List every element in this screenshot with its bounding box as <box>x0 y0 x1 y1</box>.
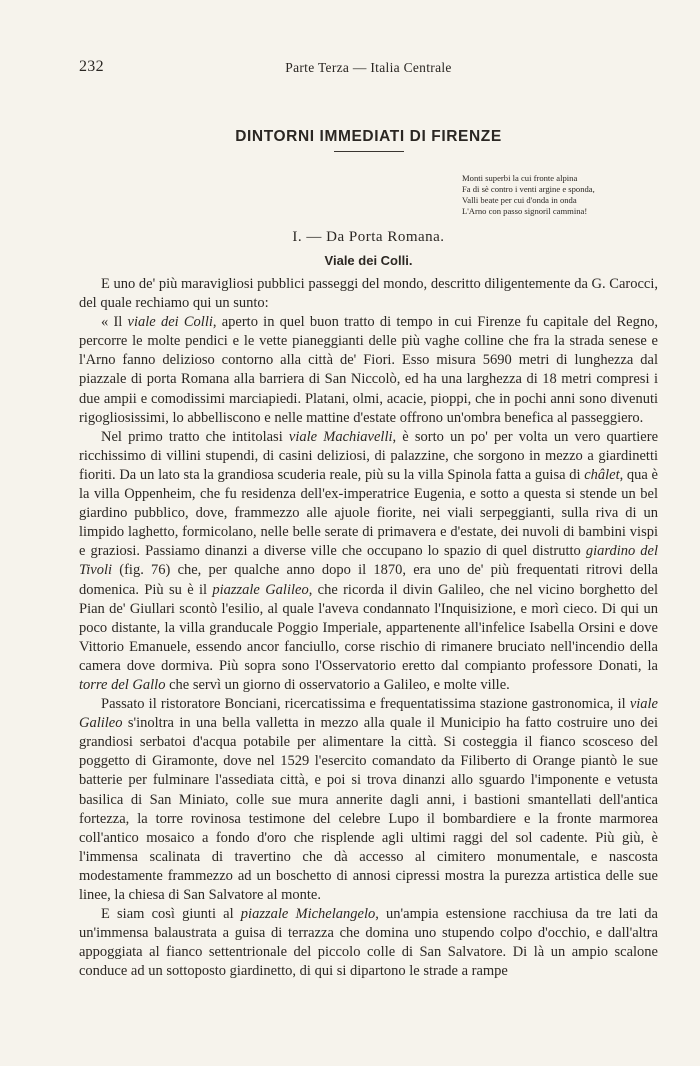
text-segment: Nel primo tratto che intitolasi <box>101 428 289 445</box>
text-segment: , un'ampia estensione racchiusa da tre lati da un'immensa balaustrata a guisa di terrazza che domina uno stupendo colpo d'occhio, e dall'altra appoggiata al fianco settentrionale del piccolo colle di San Salvatore. Di là un ampio scalone conduce ad un sottoposto giardinetto, di qui si dipartono le strade a rampe <box>79 906 658 980</box>
text-segment: E siam così giunti al <box>101 906 241 923</box>
italic-text: viale Machiavelli <box>288 428 393 445</box>
paragraph <box>79 905 658 981</box>
page-number: 232 <box>79 58 104 75</box>
paragraph <box>79 275 658 313</box>
epigraph-line: Fa di sè contro i venti argine e sponda, <box>462 184 595 194</box>
text-segment: , è sorto un po' per volta un vero quartiere ricchissimo di villini stupendi, di casini deliziosi, di palazzine, che sorgono in mezzo a giardinetti fioriti. Da un lato sta la grandiosa scuderia reale, più su la villa Spinola fatta a guisa di <box>79 428 659 483</box>
paragraph <box>79 695 658 905</box>
text-segment: (fig. 76) che, per qualche anno dopo il 1870, era uno de' più frequentati ritrovi della domenica. Più su è il <box>79 562 658 598</box>
text-segment: , che ricorda il divin Galileo, che nel vicino borghetto del Pian de' Giullari scontò l'esilio, al quale l'aveva condannato l'Inquisizione, e morì cieco. Di qui un poco distante, la villa granducale Poggio Imperiale, appartenente all'infelice Isabella Orsini e dove Vittorio Emanuele, essendo ancor fanciullo, corse rischio di rimanere bruciato nell'incendio della camera dove dormiva. Più sopra sono l'Osservatorio eretto dal compianto professore Donati, la <box>79 581 659 674</box>
chapter-title: DINTORNI IMMEDIATI DI FIRENZE <box>235 128 502 145</box>
text-segment: , qua è la villa Oppenheim, che fu residenza dell'ex-imperatrice Eugenia, e sotto a questa si stende un bel giardino pubblico, dove, frammezzo alle ajuole fiorite, nei viali serpeggianti, sulla riva di un limpido laghetto, formicolano, nelle belle serate di primavera e d'estate, dei nuvoli di bambini vispi e graziosi. Passiamo dinanzi a diverse ville che occupano lo spazio di quel distrutto <box>79 466 658 560</box>
body-text <box>79 275 658 981</box>
text-segment: Passato il ristoratore Bonciani, ricercatissima e frequentatissima stazione gastronomica, il <box>101 696 630 713</box>
title-divider <box>334 151 404 152</box>
italic-text: châlet <box>584 466 620 483</box>
text-segment: « Il <box>101 314 128 331</box>
running-title: Parte Terza — Italia Centrale <box>285 60 452 75</box>
italic-text: viale Galileo <box>79 696 658 732</box>
epigraph-line: L'Arno con passo signoril cammina! <box>462 206 588 216</box>
text-segment: che servì un giorno di osservatorio a Galileo, e molte ville. <box>165 676 510 693</box>
italic-text: giardino del Tivoli <box>79 543 658 579</box>
italic-text: piazzale Michelangelo <box>240 906 376 923</box>
italic-text: piazzale Galileo <box>212 581 309 598</box>
epigraph-line: Valli beate per cui d'onda in onda <box>462 195 577 205</box>
text-segment: s'inoltra in una bella valletta in mezzo alla quale il Municipio ha fatto costruire uno dei grandiosi serbatoi d'acqua potabile per alimentare la città. Si costeggia il fianco scosceso del poggetto di Giramonte, dove nel 1529 l'esercito comandato da Filiberto di Orange piantò le sue batterie per fulminare l'assediata città, e poi si trova dinanzi allo sguardo l'imponente e vetusta basilica di San Miniato, colle sue mura annerite dagli anni, i bastioni smantellati dell'antica fortezza, la torre rovinosa testimone del celebre Lupo il bombardiere e la fronte marmorea coll'antico mosaico a fondo d'oro che risplende agli ultimi raggi del sol cadente. Più giù, è l'immensa scalinata di travertino che dà accesso al cimitero monumentale, e nascosta modestamente frammezzo ad un boschetto di annosi cipressi mostra la purezza artistica delle sue linee, la chiesa di San Salvatore al monte. <box>79 715 658 903</box>
text-segment: , aperto in quel buon tratto di tempo in cui Firenze fu capitale del Regno, percorre le molte pendici e le vette pianeggianti delle più vaghe colline che fra la strada senese e l'Arno fanno delizioso contorno alla città de' Fiori. Esso misura 5690 metri di lunghezza dal piazzale di porta Romana alla barriera di San Niccolò, ed ha una larghezza di 18 metri compresi i due ampii e comodissimi marciapiedi. Platani, olmi, acacie, pioppi, che in pochi anni sono divenuti rigogliosissimi, lo abbelliscono e nelle mattine d'estate offrono un'ombra benefica al passeggiero. <box>79 314 658 426</box>
section-heading: I. — Da Porta Romana. <box>292 229 445 245</box>
italic-text: viale dei Colli <box>127 314 213 331</box>
paragraph <box>79 313 658 428</box>
subheading: Viale dei Colli. <box>324 253 413 268</box>
text-segment: E uno de' più maravigliosi pubblici passeggi del mondo, descritto diligentemente da G. Carocci, del quale rechiamo qui un sunto: <box>79 276 658 312</box>
epigraph-line: Monti superbi la cui fronte alpina <box>462 173 578 183</box>
paragraph <box>79 428 658 695</box>
italic-text: torre del Gallo <box>79 676 166 693</box>
epigraph <box>462 173 672 217</box>
